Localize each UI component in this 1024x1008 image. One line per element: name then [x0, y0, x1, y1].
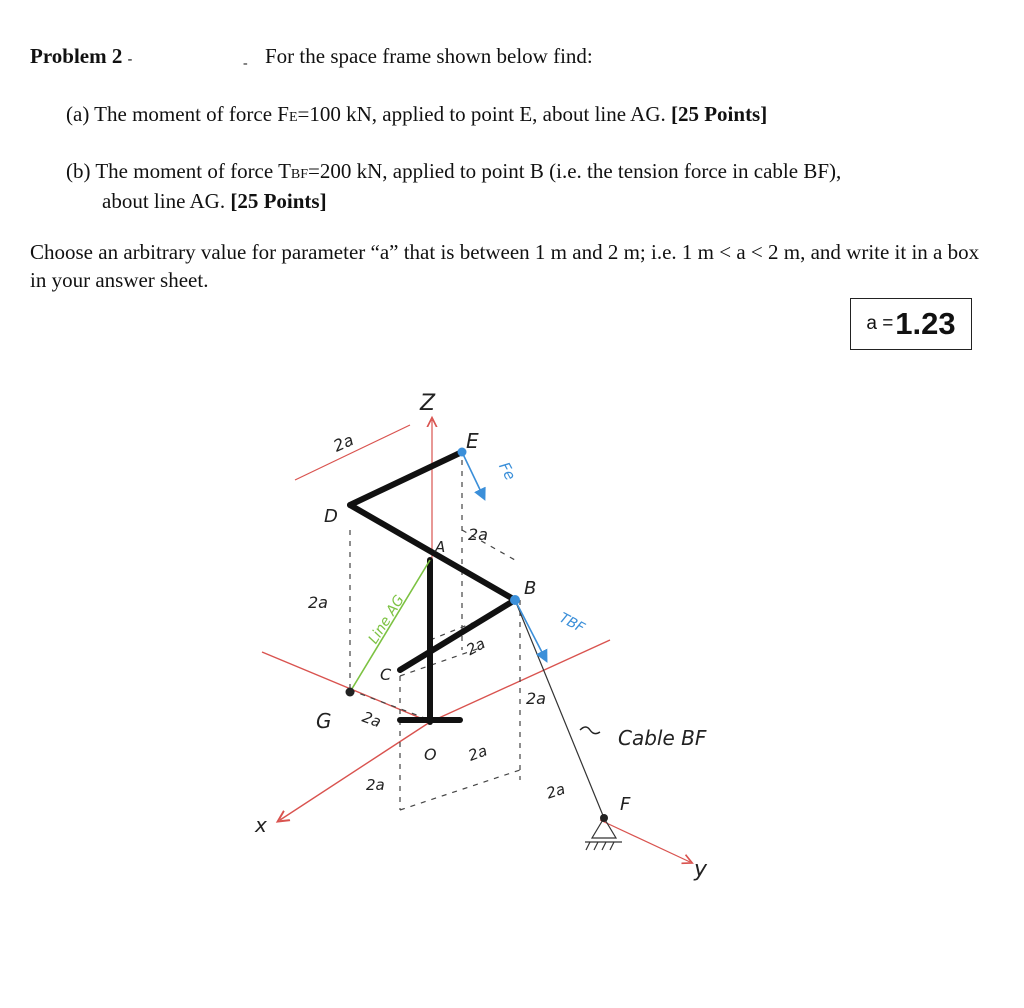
label-b: B [524, 578, 537, 599]
cable-pointer [580, 727, 600, 734]
label-c: C [380, 665, 392, 684]
dim-2a-b: 2a [526, 689, 546, 708]
question-a: (a) The moment of force FE=100 kN, applied to point E, about line AG. [25 Points] [66, 102, 768, 126]
label-g: G [316, 709, 332, 733]
answer-label: a = [866, 313, 894, 334]
label-o: O [424, 745, 437, 764]
point-g [346, 688, 355, 697]
label-y: y [694, 857, 708, 882]
label-d: D [324, 506, 338, 527]
label-line-ag: Line AG [365, 592, 408, 647]
dim-2a-cb: 2a [463, 634, 489, 660]
label-fe: Fe [495, 459, 520, 484]
header-dash-mark: - [243, 56, 248, 71]
dim-2a-dg: 2a [308, 593, 328, 612]
label-e: E [466, 429, 479, 453]
problem-intro: For the space frame shown below find: [265, 44, 593, 68]
x-axis [280, 722, 430, 820]
support-f [585, 818, 622, 850]
point-f [600, 814, 608, 822]
label-tbf: TBF [556, 610, 588, 637]
dim-2a-top: 2a [330, 430, 357, 456]
label-a: A [435, 538, 446, 556]
floor-line-1 [262, 652, 430, 722]
dim-2a-ae: 2a [468, 525, 488, 544]
y-axis [600, 820, 690, 862]
dim-line-top [295, 425, 410, 480]
dim-2a-bottom: 2a [366, 776, 385, 794]
label-x: x [255, 813, 267, 837]
label-f: F [620, 794, 631, 815]
question-b: (b) The moment of force TBF=200 kN, applied to point B (i.e. the tension force in cable BF), about line AG. [25 Points] [66, 159, 842, 213]
label-z: Z [420, 391, 436, 416]
point-b [510, 595, 520, 605]
dim-2a-f: 2a [544, 779, 568, 803]
force-tbf-arrow [515, 600, 546, 660]
dim-2a-oy: 2a [465, 741, 490, 765]
dim-2a-go: 2a [359, 707, 384, 732]
instruction-text: Choose an arbitrary value for parameter “a” that is between 1 m and 2 m; i.e. 1 m < a < 2 m, and write it in a box in your answer sheet. [30, 240, 980, 292]
problem-title: Problem 2 - [30, 44, 133, 68]
dimension-labels [308, 430, 567, 802]
force-fe-arrow [462, 452, 484, 498]
answer-value: 1.23 [895, 306, 956, 341]
label-cable-bf: Cable BF [618, 726, 707, 750]
